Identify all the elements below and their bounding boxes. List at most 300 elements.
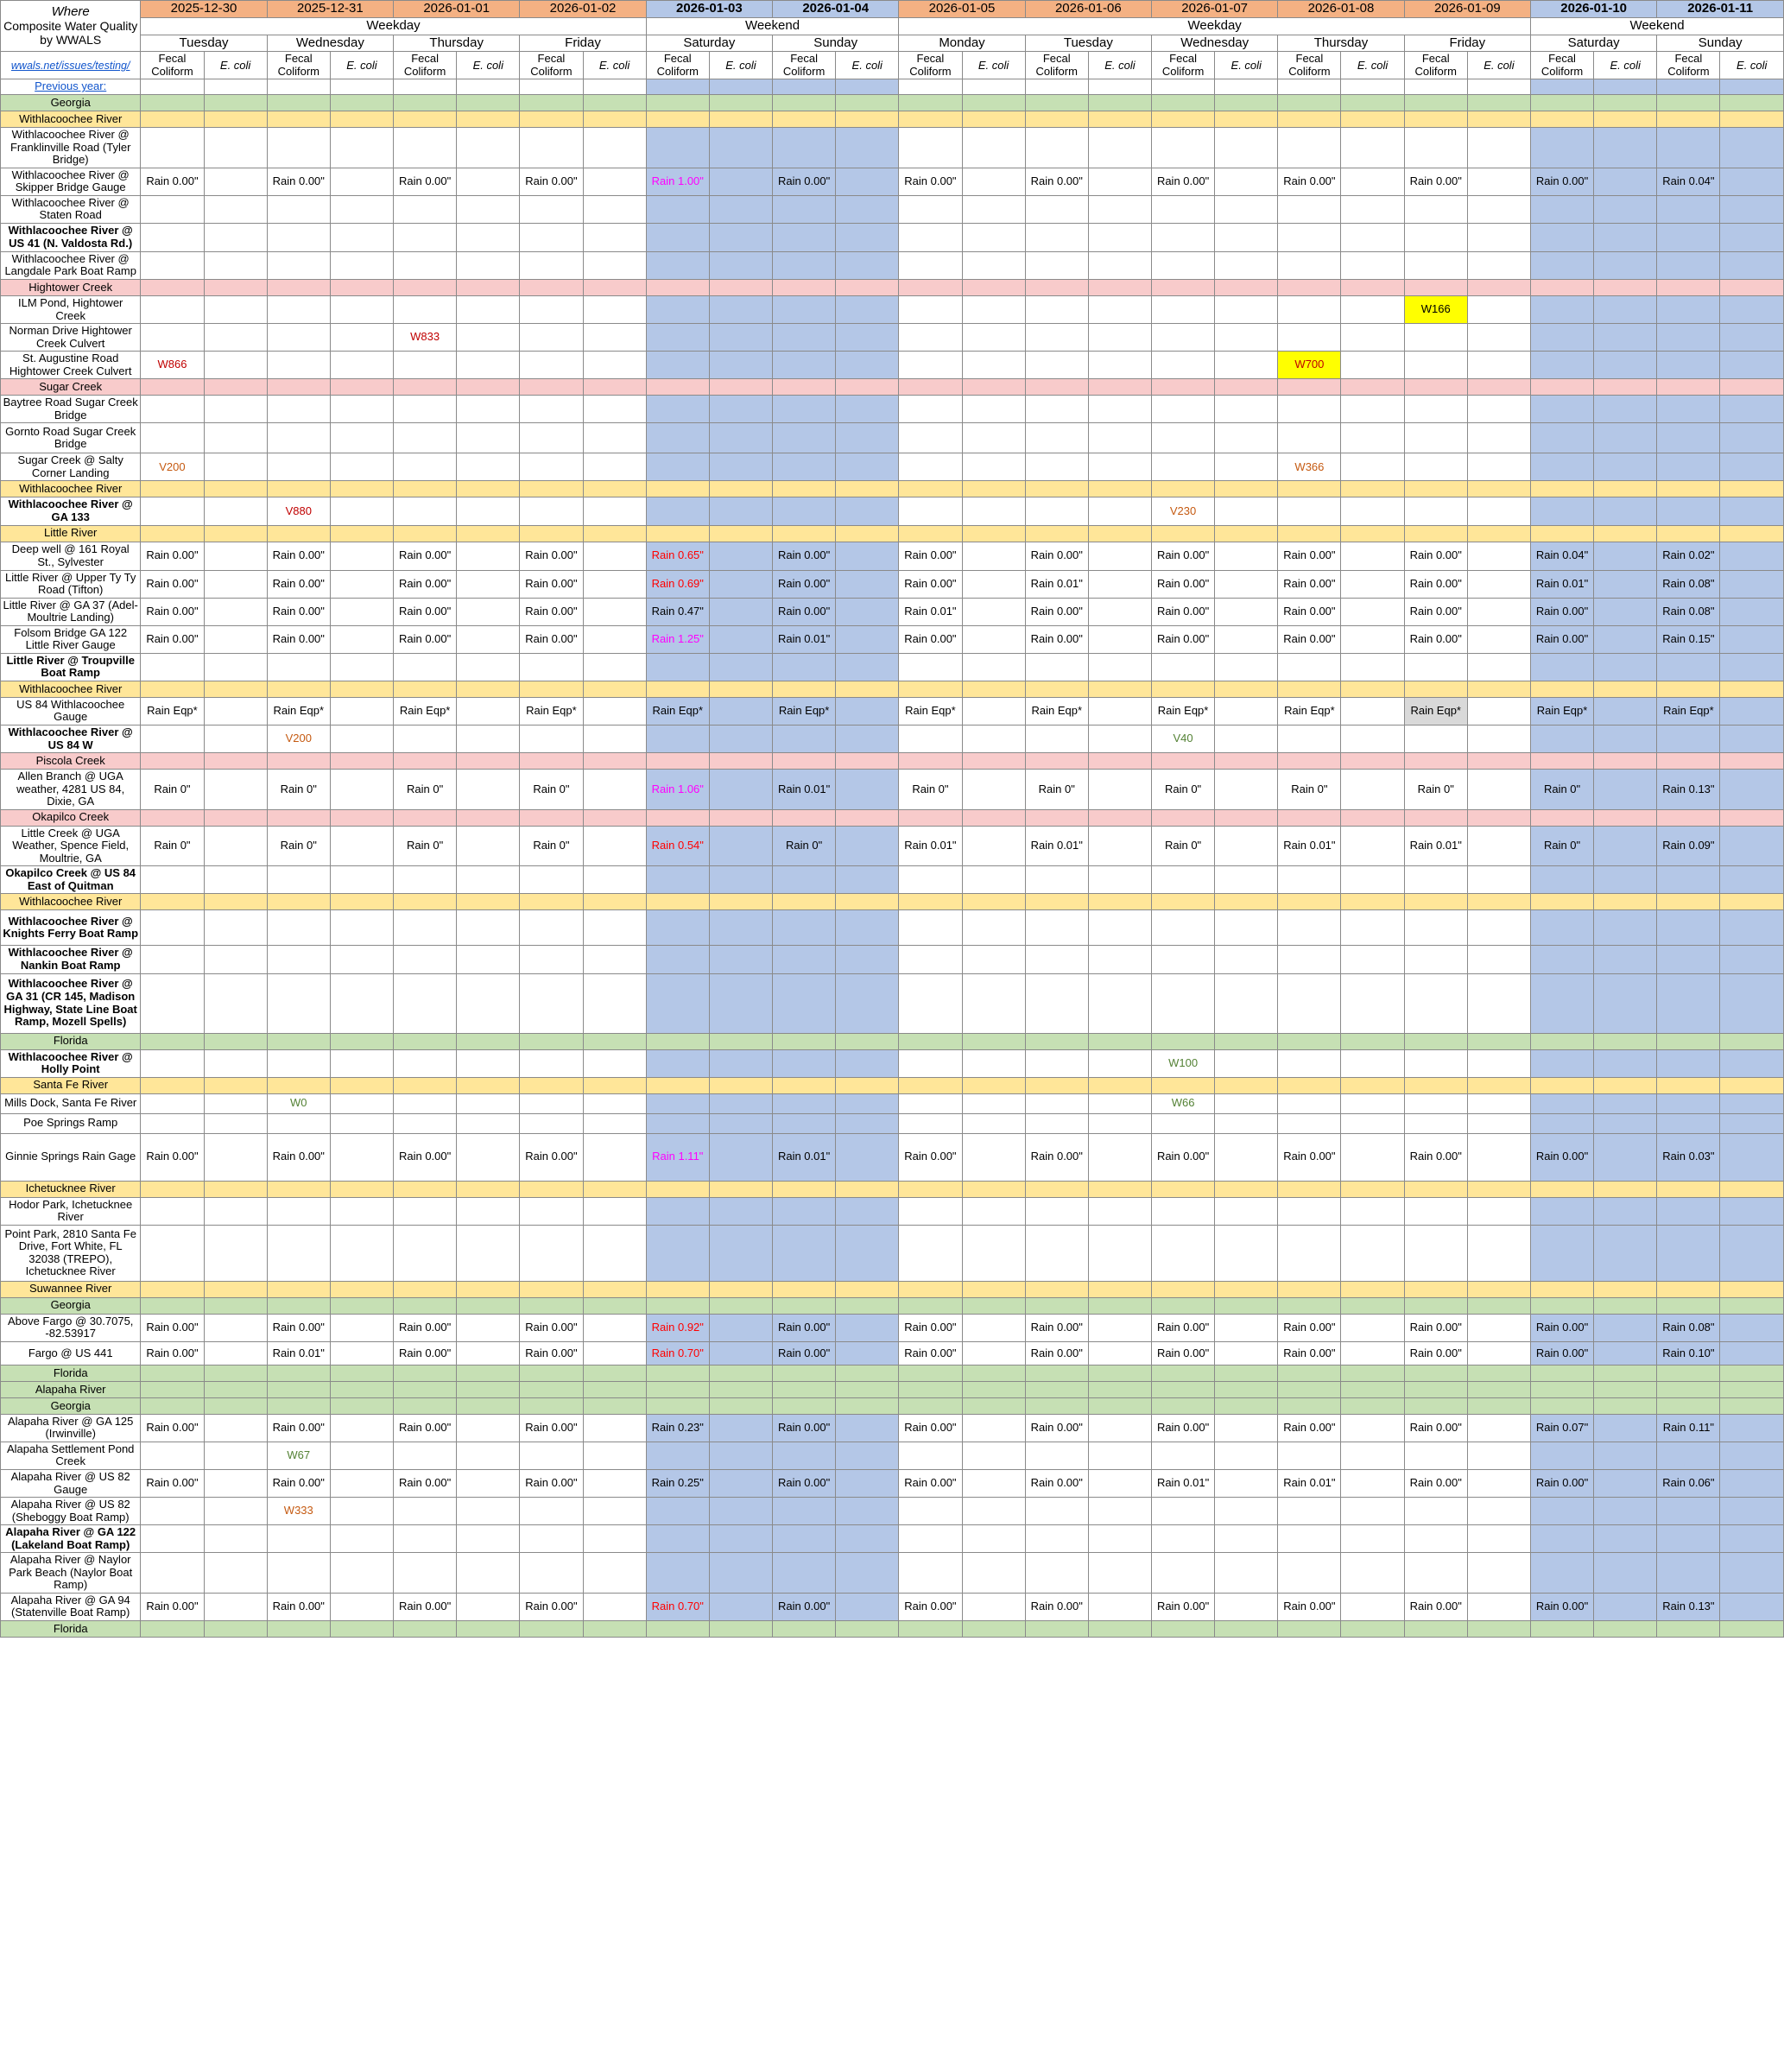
section-band-cell: [646, 894, 709, 910]
measurement-cell: [1404, 653, 1467, 681]
measurement-cell: [1215, 542, 1278, 570]
measurement-cell: [836, 324, 899, 352]
column-date-header: 2026-01-08: [1278, 1, 1404, 18]
measurement-cell: [457, 1049, 520, 1077]
column-dayname-header: Tuesday: [1025, 35, 1151, 52]
section-band-row: [1, 894, 1784, 910]
section-band-cell: [141, 1365, 204, 1381]
measurement-cell: [1530, 946, 1593, 973]
measurement-cell: [773, 1525, 836, 1553]
section-band-cell: [836, 1077, 899, 1093]
section-band-cell: [1025, 1033, 1088, 1049]
measurement-cell: [520, 1093, 583, 1113]
section-band-cell: [394, 1297, 457, 1314]
section-band-cell: [330, 525, 393, 542]
section-band-cell: [1341, 279, 1404, 295]
measurement-cell: [1467, 223, 1530, 251]
measurement-value: Rain 0.00": [520, 168, 583, 195]
measurement-cell: [773, 423, 836, 453]
section-band-cell: [646, 111, 709, 128]
section-band-cell: [1152, 1297, 1215, 1314]
measurement-cell: [330, 295, 393, 323]
section-band-cell: [1657, 1397, 1720, 1414]
section-band-cell: [646, 1365, 709, 1381]
measurement-cell: [709, 295, 772, 323]
measurement-value: Rain 0.00": [520, 1414, 583, 1442]
section-band-cell: [330, 1381, 393, 1397]
measurement-cell: [520, 1113, 583, 1133]
measurement-cell: [709, 195, 772, 223]
measurement-cell: [1278, 396, 1341, 423]
measurement-cell: [330, 1525, 393, 1553]
section-band-cell: [1594, 809, 1657, 826]
measurement-value: Rain 0.00": [773, 168, 836, 195]
measurement-cell: [520, 324, 583, 352]
measurement-cell: [1088, 295, 1151, 323]
section-band-cell: [962, 379, 1025, 396]
section-band-cell: [1530, 809, 1593, 826]
measurement-cell: [267, 1553, 330, 1594]
measurement-cell: [962, 770, 1025, 810]
section-band-cell: [141, 681, 204, 697]
section-band-cell: [1278, 1397, 1341, 1414]
measurement-value: Rain 0.10": [1657, 1341, 1720, 1365]
section-band-cell: [457, 111, 520, 128]
section-band-cell: [1088, 525, 1151, 542]
measurement-cell: [836, 251, 899, 279]
measurement-cell: [1467, 1133, 1530, 1181]
measurement-cell: [836, 653, 899, 681]
section-band-cell: [773, 1365, 836, 1381]
measurement-cell: [330, 1593, 393, 1620]
measurement-cell: [330, 423, 393, 453]
section-band-cell: [520, 809, 583, 826]
measurement-cell: [1025, 1498, 1088, 1525]
measurement-value: Rain 0.00": [1404, 1133, 1467, 1181]
measurement-cell: [1215, 570, 1278, 598]
section-band-cell: [520, 894, 583, 910]
section-band-cell: [330, 1365, 393, 1381]
measurement-cell: [583, 542, 646, 570]
measurement-cell: [394, 653, 457, 681]
measurement-cell: [1467, 770, 1530, 810]
measurement-cell: [1594, 1498, 1657, 1525]
section-band-cell: [1152, 1033, 1215, 1049]
measurement-cell: [1278, 128, 1341, 168]
section-band-row: [1, 809, 1784, 826]
measurement-cell: [962, 866, 1025, 894]
measurement-cell: [962, 1197, 1025, 1225]
measurement-cell: [836, 352, 899, 379]
measurement-cell: [836, 1093, 899, 1113]
site-label: Withlacoochee River @ Staten Road: [1, 195, 141, 223]
section-band-cell: [267, 1365, 330, 1381]
measurement-cell: [583, 295, 646, 323]
measurement-cell: [204, 598, 267, 625]
measurement-cell: [646, 295, 709, 323]
section-band-cell: [1278, 894, 1341, 910]
section-band-cell: [394, 525, 457, 542]
measurement-value: Rain 0.23": [646, 1414, 709, 1442]
measurement-value: Rain 0.00": [394, 598, 457, 625]
measurement-cell: [1215, 826, 1278, 866]
measurement-cell: [204, 625, 267, 653]
measurement-cell: [1341, 1470, 1404, 1498]
measurement-cell: [1278, 1197, 1341, 1225]
measurement-cell: [899, 128, 962, 168]
measurement-cell: [394, 1525, 457, 1553]
measurement-cell: [962, 352, 1025, 379]
measurement-cell: [836, 128, 899, 168]
measurement-cell: [457, 946, 520, 973]
column-dayname-header: Friday: [520, 35, 646, 52]
measurement-cell: [1088, 1498, 1151, 1525]
section-band-cell: [709, 1281, 772, 1297]
measurement-value: Rain 0.00": [141, 598, 204, 625]
measurement-cell: [1025, 352, 1088, 379]
measurement-cell: [1720, 1593, 1784, 1620]
measurement-cell: [1720, 1498, 1784, 1525]
measurement-cell: [1657, 295, 1720, 323]
measurement-cell: [583, 1593, 646, 1620]
section-band-cell: [709, 525, 772, 542]
measurement-cell: [1467, 1442, 1530, 1469]
measurement-cell: [1720, 352, 1784, 379]
site-label: Mills Dock, Santa Fe River: [1, 1093, 141, 1113]
section-band-cell: [1467, 1033, 1530, 1049]
measurement-value: Rain 0.00": [267, 570, 330, 598]
section-band-row: [1, 111, 1784, 128]
measurement-cell: [1215, 697, 1278, 725]
section-band-label: Withlacoochee River: [1, 111, 141, 128]
measurement-cell: [204, 1049, 267, 1077]
section-band-cell: [962, 1297, 1025, 1314]
section-band-cell: [1215, 809, 1278, 826]
measurement-cell: [1720, 1093, 1784, 1113]
measurement-cell: [583, 1049, 646, 1077]
site-label: Sugar Creek @ Salty Corner Landing: [1, 453, 141, 481]
section-band-cell: [1467, 525, 1530, 542]
measurement-cell: [709, 352, 772, 379]
measurement-cell: [1657, 352, 1720, 379]
measurement-value: Rain 0": [1404, 770, 1467, 810]
measurement-cell: [1341, 725, 1404, 752]
section-band-cell: [394, 111, 457, 128]
measurement-cell: [1404, 251, 1467, 279]
section-band-cell: [583, 809, 646, 826]
measurement-cell: [204, 1341, 267, 1365]
measurement-value: W366: [1278, 453, 1341, 481]
measurement-cell: [204, 770, 267, 810]
measurement-cell: [1594, 1525, 1657, 1553]
measurement-cell: [1215, 910, 1278, 946]
measurement-cell: [457, 223, 520, 251]
measurement-cell: [836, 396, 899, 423]
section-band-cell: [962, 1397, 1025, 1414]
measurement-value: Rain 0.25": [646, 1470, 709, 1498]
measurement-cell: [1467, 1341, 1530, 1365]
measurement-cell: [836, 866, 899, 894]
measurement-cell: [394, 128, 457, 168]
column-date-header: 2026-01-02: [520, 1, 646, 18]
section-band-cell: [1215, 1381, 1278, 1397]
measurement-cell: [1088, 128, 1151, 168]
section-band-cell: [457, 1181, 520, 1197]
section-band-row: [1, 1621, 1784, 1638]
measurement-cell: [1278, 497, 1341, 525]
section-band-cell: [1278, 481, 1341, 497]
measurement-cell: [1152, 1525, 1215, 1553]
section-band-cell: [1530, 1381, 1593, 1397]
measurement-cell: [1278, 1525, 1341, 1553]
measurement-value: Rain 0.00": [520, 625, 583, 653]
measurement-cell: [709, 653, 772, 681]
section-band-cell: [204, 681, 267, 697]
measurement-cell: [141, 423, 204, 453]
measurement-cell: [457, 866, 520, 894]
previous-year-cell: [1278, 79, 1341, 95]
measurement-cell: [1152, 251, 1215, 279]
measurement-cell: [709, 1553, 772, 1594]
measurement-cell: [709, 866, 772, 894]
measurement-cell: [583, 1525, 646, 1553]
measurement-cell: [1152, 1225, 1215, 1281]
measurement-value: Rain Eqp*: [646, 697, 709, 725]
section-band-cell: [709, 894, 772, 910]
section-band-cell: [1530, 1365, 1593, 1381]
measurement-cell: [583, 598, 646, 625]
measurement-value: W66: [1152, 1093, 1215, 1113]
measurement-cell: [1025, 1553, 1088, 1594]
measurement-cell: [1152, 973, 1215, 1033]
measurement-value: Rain 0.04": [1530, 542, 1593, 570]
measurement-value: Rain 0.01": [899, 598, 962, 625]
section-band-cell: [141, 1621, 204, 1638]
measurement-cell: [457, 973, 520, 1033]
measurement-cell: [1088, 1593, 1151, 1620]
measurement-cell: [141, 223, 204, 251]
measurement-value: Rain 0.00": [141, 1470, 204, 1498]
previous-year-cell: [457, 79, 520, 95]
measurement-cell: [394, 1093, 457, 1113]
measurement-cell: [646, 1525, 709, 1553]
measurement-cell: [520, 453, 583, 481]
measurement-value: Rain 0.00": [1530, 168, 1593, 195]
measurement-cell: [394, 866, 457, 894]
measurement-cell: [1088, 570, 1151, 598]
measurement-cell: [1025, 1093, 1088, 1113]
measurement-cell: [899, 910, 962, 946]
section-band-cell: [1404, 1365, 1467, 1381]
column-date-header: 2026-01-07: [1152, 1, 1278, 18]
measurement-cell: [1657, 396, 1720, 423]
measurement-cell: [1657, 223, 1720, 251]
measurement-cell: [646, 223, 709, 251]
section-band-cell: [1657, 1281, 1720, 1297]
measurement-cell: [457, 826, 520, 866]
site-data-row: [1, 295, 1784, 323]
measurement-cell: [1594, 195, 1657, 223]
site-data-row: [1, 1133, 1784, 1181]
section-band-cell: [267, 1381, 330, 1397]
measurement-cell: [1467, 1593, 1530, 1620]
measurement-cell: [899, 423, 962, 453]
measurement-cell: [330, 697, 393, 725]
section-band-cell: [204, 481, 267, 497]
section-band-cell: [520, 1077, 583, 1093]
measurement-cell: [1341, 1049, 1404, 1077]
measurement-cell: [141, 324, 204, 352]
site-label: Little River @ GA 37 (Adel-Moultrie Landing): [1, 598, 141, 625]
section-band-cell: [1594, 111, 1657, 128]
measurement-cell: [204, 1498, 267, 1525]
measurement-value: W100: [1152, 1049, 1215, 1077]
previous-year-cell: [204, 79, 267, 95]
section-band-cell: [1530, 95, 1593, 111]
measurement-cell: [1341, 1498, 1404, 1525]
section-band-cell: [773, 1397, 836, 1414]
section-band-cell: [1720, 481, 1784, 497]
measurement-cell: [520, 128, 583, 168]
section-band-cell: [1088, 1297, 1151, 1314]
measurement-cell: [583, 826, 646, 866]
section-band-cell: [1657, 481, 1720, 497]
site-label: Allen Branch @ UGA weather, 4281 US 84, Dixie, GA: [1, 770, 141, 810]
measurement-cell: [1657, 1553, 1720, 1594]
section-band-cell: [1657, 95, 1720, 111]
measurement-cell: [204, 1197, 267, 1225]
section-band-cell: [899, 95, 962, 111]
section-band-cell: [1530, 1033, 1593, 1049]
measurement-value: Rain Eqp*: [1404, 697, 1467, 725]
measurement-cell: [1720, 497, 1784, 525]
section-band-cell: [962, 481, 1025, 497]
site-data-row: [1, 1314, 1784, 1341]
section-band-label: Georgia: [1, 1397, 141, 1414]
section-band-label: Suwannee River: [1, 1281, 141, 1297]
measurement-cell: [773, 725, 836, 752]
measurement-value: Rain 0.00": [899, 625, 962, 653]
previous-year-cell: [583, 79, 646, 95]
section-band-row: [1, 1381, 1784, 1397]
column-param-ecoli: E. coli: [583, 52, 646, 79]
measurement-cell: [1278, 1093, 1341, 1113]
measurement-cell: [520, 1553, 583, 1594]
measurement-cell: [1467, 324, 1530, 352]
measurement-cell: [330, 770, 393, 810]
measurement-cell: [457, 1414, 520, 1442]
section-band-cell: [330, 753, 393, 770]
site-data-row: [1, 1470, 1784, 1498]
section-band-cell: [520, 1381, 583, 1397]
measurement-cell: [1215, 1442, 1278, 1469]
section-band-cell: [1530, 1621, 1593, 1638]
section-band-cell: [1278, 1077, 1341, 1093]
previous-year-cell: [962, 79, 1025, 95]
measurement-cell: [1720, 697, 1784, 725]
measurement-cell: [1278, 973, 1341, 1033]
measurement-cell: [520, 295, 583, 323]
measurement-cell: [1341, 453, 1404, 481]
measurement-cell: [646, 973, 709, 1033]
testing-link-cell[interactable]: [1, 52, 141, 79]
section-band-label: Withlacoochee River: [1, 681, 141, 697]
measurement-cell: [457, 1470, 520, 1498]
section-band-cell: [1025, 1621, 1088, 1638]
measurement-cell: [962, 598, 1025, 625]
section-band-cell: [836, 95, 899, 111]
column-param-ecoli: E. coli: [204, 52, 267, 79]
measurement-cell: [1404, 1525, 1467, 1553]
measurement-value: Rain 0.69": [646, 570, 709, 598]
section-band-cell: [773, 894, 836, 910]
section-band-cell: [709, 1077, 772, 1093]
section-band-cell: [204, 1297, 267, 1314]
section-band-cell: [141, 95, 204, 111]
measurement-cell: [583, 1133, 646, 1181]
previous-year-cell: [836, 79, 899, 95]
section-band-cell: [1215, 1297, 1278, 1314]
wwals-testing-link[interactable]: wwals.net/issues/testing/: [10, 59, 130, 72]
measurement-cell: [1594, 697, 1657, 725]
site-label: Alapaha River @ GA 125 (Irwinville): [1, 1414, 141, 1442]
measurement-cell: [330, 625, 393, 653]
measurement-cell: [899, 653, 962, 681]
measurement-value: Rain 0.92": [646, 1314, 709, 1341]
measurement-value: Rain 0.00": [141, 570, 204, 598]
measurement-cell: [1467, 195, 1530, 223]
table-body: [1, 95, 1784, 1638]
measurement-cell: [330, 168, 393, 195]
measurement-value: Rain 0.00": [773, 542, 836, 570]
measurement-cell: [1025, 295, 1088, 323]
measurement-cell: [1720, 1341, 1784, 1365]
section-band-cell: [899, 379, 962, 396]
measurement-cell: [962, 324, 1025, 352]
measurement-cell: [1088, 1093, 1151, 1113]
measurement-value: Rain 0.00": [267, 1133, 330, 1181]
section-band-row: [1, 1181, 1784, 1197]
measurement-cell: [1025, 725, 1088, 752]
section-band-cell: [899, 1281, 962, 1297]
measurement-cell: [141, 910, 204, 946]
site-data-row: [1, 1414, 1784, 1442]
section-band-cell: [1467, 1397, 1530, 1414]
measurement-cell: [1215, 1093, 1278, 1113]
measurement-cell: [204, 1470, 267, 1498]
section-band-cell: [836, 279, 899, 295]
measurement-value: W833: [394, 324, 457, 352]
section-band-cell: [394, 1621, 457, 1638]
measurement-cell: [1467, 352, 1530, 379]
measurement-cell: [1341, 1225, 1404, 1281]
measurement-cell: [204, 973, 267, 1033]
measurement-cell: [1720, 1314, 1784, 1341]
site-data-row: [1, 598, 1784, 625]
measurement-value: Rain 0.00": [394, 542, 457, 570]
measurement-cell: [646, 653, 709, 681]
measurement-cell: [204, 725, 267, 752]
measurement-cell: [709, 697, 772, 725]
previous-year-link[interactable]: Previous year:: [1, 79, 141, 95]
section-band-row: [1, 379, 1784, 396]
measurement-cell: [141, 653, 204, 681]
section-band-cell: [141, 379, 204, 396]
measurement-cell: [1720, 1525, 1784, 1553]
measurement-cell: [141, 396, 204, 423]
measurement-cell: [394, 973, 457, 1033]
measurement-cell: [773, 1225, 836, 1281]
